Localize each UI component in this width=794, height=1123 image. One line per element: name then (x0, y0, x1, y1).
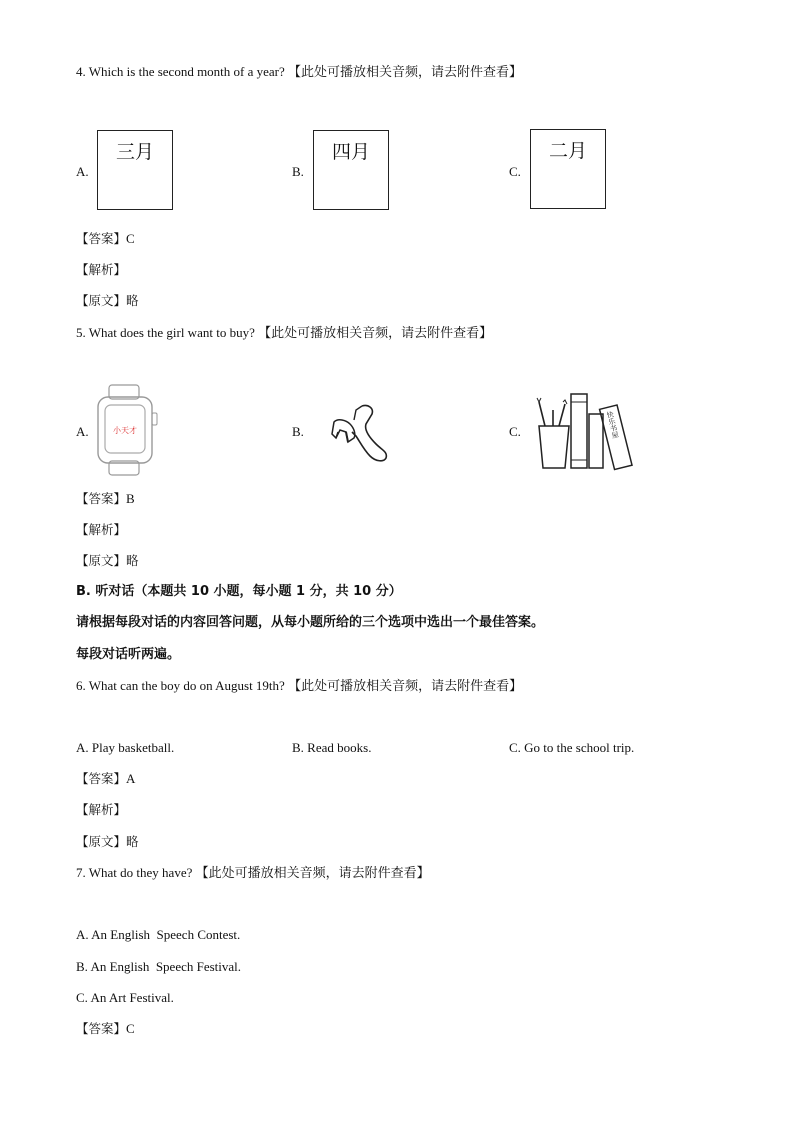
q4-analysis: 【解析】 (76, 262, 127, 277)
original-value: 略 (126, 834, 139, 849)
q4-answer (76, 230, 135, 248)
q7-option-a: A. An English Speech Contest. (76, 927, 241, 942)
q6-answer (76, 770, 135, 788)
q7-question: 7. What do they have? 【此处可播放相关音频，请去附件查看】 (76, 865, 430, 880)
q5-question: 5. What does the girl want to buy? 【此处可播放相关音频，请去附件查看】 (76, 325, 493, 340)
q5-answer (76, 490, 135, 508)
q4-option-b-box: 四月 (313, 130, 389, 210)
original-label: 【原文】 (76, 293, 127, 308)
q5-analysis: 【解析】 (76, 522, 127, 537)
q6-original (76, 833, 139, 851)
answer-label: 【答案】 (76, 771, 127, 786)
q6-option-a: A. Play basketball. (76, 740, 175, 755)
section-b-instruction-2: 每段对话听两遍。 (76, 647, 181, 662)
answer-value: C (126, 1021, 135, 1036)
section-b-title: B. 听对话（本题共 10 小题，每小题 1 分，共 10 分） (76, 584, 402, 599)
pencil-cup-and-books-icon (531, 388, 637, 472)
answer-label: 【答案】 (76, 1021, 127, 1036)
q5-original (76, 552, 139, 570)
original-value: 略 (126, 293, 139, 308)
q4-option-a-letter: A. (76, 164, 89, 179)
watch-brand-text: 小天才 (113, 426, 137, 435)
original-label: 【原文】 (76, 834, 127, 849)
smartwatch-icon (95, 383, 161, 477)
q5-option-c-letter: C. (509, 424, 521, 439)
original-value: 略 (126, 553, 139, 568)
answer-label: 【答案】 (76, 491, 127, 506)
original-label: 【原文】 (76, 553, 127, 568)
high-heel-shoes-icon (326, 402, 392, 464)
answer-value: A (126, 771, 136, 786)
q6-question: 6. What can the boy do on August 19th? 【此处可播放相关音频，请去附件查看】 (76, 678, 523, 693)
book-title-text: 快乐书屋 (605, 410, 620, 440)
answer-value: B (126, 491, 135, 506)
q5-option-b-letter: B. (292, 424, 304, 439)
q6-option-c: C. Go to the school trip. (509, 740, 635, 755)
q7-answer (76, 1020, 135, 1038)
q6-analysis: 【解析】 (76, 802, 127, 817)
q4-option-b-letter: B. (292, 164, 304, 179)
section-b-instruction-1: 请根据每段对话的内容回答问题，从每小题所给的三个选项中选出一个最佳答案。 (76, 615, 545, 630)
q7-option-c: C. An Art Festival. (76, 990, 174, 1005)
q4-option-c-box: 二月 (530, 129, 606, 209)
q4-question: 4. Which is the second month of a year? 【此处可播放相关音频，请去附件查看】 (76, 64, 523, 79)
answer-label: 【答案】 (76, 231, 127, 246)
q4-option-c-letter: C. (509, 164, 521, 179)
q4-original (76, 292, 139, 310)
q5-option-a-letter: A. (76, 424, 89, 439)
q6-option-b: B. Read books. (292, 740, 372, 755)
answer-value: C (126, 231, 135, 246)
q7-option-b: B. An English Speech Festival. (76, 959, 242, 974)
q4-option-a-box: 三月 (97, 130, 173, 210)
